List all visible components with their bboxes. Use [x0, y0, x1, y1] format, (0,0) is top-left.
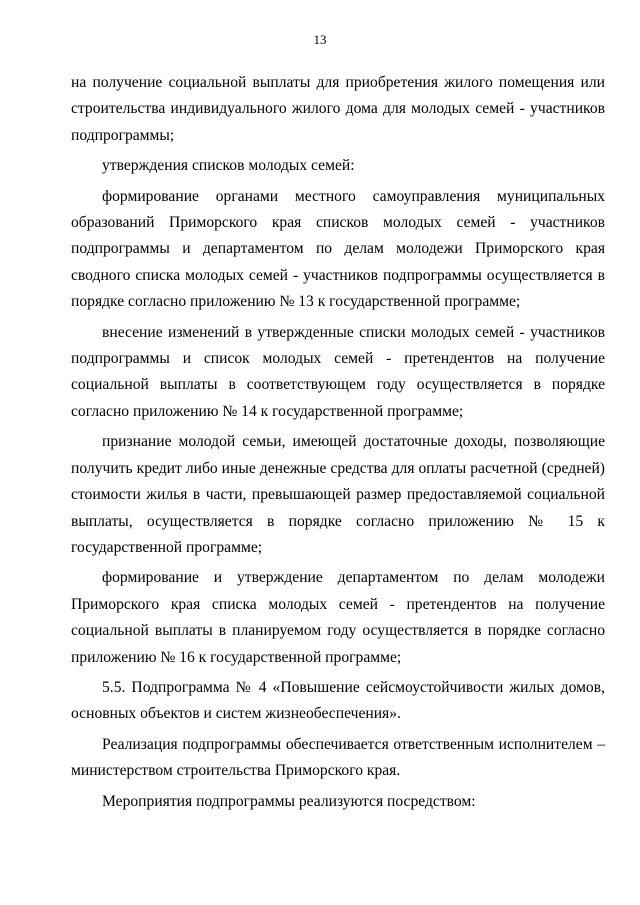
document-body — [71, 70, 605, 815]
paragraph-amending-lists: внесение изменений в утвержденные списки молодых семей - участников подпрограммы и список молодых семей - претендентов на получение социальной выплаты в соответствующем году осуществляется в порядке согласно приложению № 14 к государственной программе; — [71, 323, 605, 420]
paragraph-measures: Мероприятия подпрограммы реализуются посредством: — [102, 792, 476, 810]
paragraph-approval-lists: утверждения списков молодых семей: — [102, 157, 355, 175]
paragraph-sufficient-income: признание молодой семьи, имеющей достаточные доходы, позволяющие получить кредит либо иные денежные средства для оплаты расчетной (средней) стоимости жилья в части, превышающей размер предоставляемой социальной выплаты, осуществляется в порядке согласно приложению № 15 к государственной программе; — [71, 433, 605, 556]
paragraph-continuation: на получение социальной выплаты для приобретения жилого помещения или строительства индивидуального жилого дома для молодых семей - участников подпрограммы; — [71, 74, 605, 144]
paragraph-applicants-list: формирование и утверждение департаментом по делам молодежи Приморского края списка молодых семей - претендентов на получение социальной выплаты в планируемом году осуществляется в порядке согласно приложению № 16 к государственной программе; — [71, 569, 605, 666]
paragraph-forming-lists: формирование органами местного самоуправления муниципальных образований Приморского края списков молодых семей - участников подпрограммы и департаментом по делам молодежи Приморского края сводного списка молодых семей - участников подпрограммы осуществляется в порядке согласно приложению № 13 к государственной программе; — [71, 187, 605, 311]
paragraph-responsible-executor: Реализация подпрограммы обеспечивается ответственным исполнителем – министерством строительства Приморского края. — [71, 735, 605, 780]
page-number: 13 — [313, 32, 327, 47]
section-heading-5-5: 5.5. Подпрограмма № 4 «Повышение сейсмоустойчивости жилых домов, основных объектов и систем жизнеобеспечения». — [71, 678, 605, 723]
